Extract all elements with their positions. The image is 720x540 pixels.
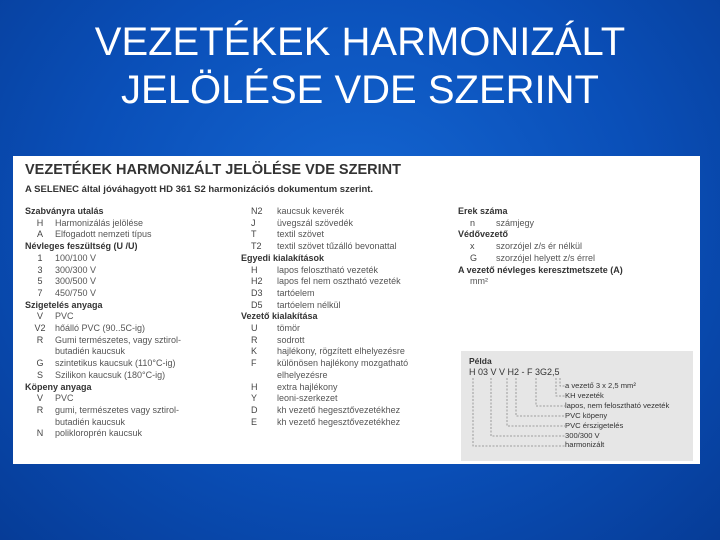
- legend-item: KH vezeték: [565, 390, 604, 400]
- list-item: T2 textil szövet tűzálló bevonattal: [251, 241, 397, 252]
- list-item: 3 300/300 V: [37, 264, 97, 275]
- connector-line: [556, 378, 565, 396]
- example-box: [461, 351, 693, 461]
- section-heading: Védővezető: [458, 229, 509, 240]
- list-item: 1 100/100 V: [37, 252, 97, 263]
- list-item: F különösen hajlékony mozgatható: [251, 358, 409, 369]
- legend-item: a vezető 3 x 2,5 mm²: [565, 381, 636, 390]
- list-item: J üvegszál szövedék: [251, 217, 354, 228]
- list-item: N2 kaucsuk keverék: [251, 206, 345, 216]
- list-item-continuation: butadién kaucsuk: [55, 416, 126, 427]
- list-item: E kh vezető hegesztővezetékhez: [251, 416, 401, 427]
- unit-text: mm²: [470, 276, 488, 287]
- list-item: U tömör: [251, 323, 301, 334]
- document-subtitle: A SELENEC által jóváhagyott HD 361 S2 harmonizációs dokumentum szerint.: [25, 184, 374, 195]
- column-middle: [241, 206, 461, 428]
- list-item: 7 450/750 V: [37, 287, 97, 298]
- list-item: D5 tartóelem nélkül: [251, 299, 341, 310]
- document-title: VEZETÉKEK HARMONIZÁLT JELÖLÉSE VDE SZERINT: [25, 162, 401, 178]
- list-item: R gumi, természetes vagy sztirol-: [36, 404, 180, 415]
- section-heading: Erek száma: [458, 206, 508, 216]
- list-item: H2 lapos fel nem osztható vezeték: [251, 276, 401, 287]
- legend-item: PVC köpeny: [565, 410, 608, 420]
- list-item: H Harmonizálás jelölése: [36, 217, 144, 228]
- list-item: R sodrott: [251, 334, 305, 345]
- list-item-continuation: butadién kaucsuk: [55, 346, 126, 357]
- list-item: Y leoni-szerkezet: [251, 393, 338, 404]
- section-heading: Szabványra utalás: [25, 206, 104, 216]
- list-item: G szintetikus kaucsuk (110°C-ig): [36, 358, 176, 369]
- list-item: T textil szövet: [251, 229, 325, 240]
- list-item: R Gumi természetes, vagy sztirol-: [36, 334, 182, 345]
- list-item: x szorzójel z/s ér nélkül: [470, 241, 583, 252]
- list-item: D kh vezető hegesztővezetékhez: [251, 404, 401, 415]
- section-heading: Vezető kialakítása: [241, 311, 318, 322]
- list-item: D3 tartóelem: [251, 287, 315, 298]
- list-item: n számjegy: [470, 217, 535, 228]
- connector-line: [516, 378, 565, 416]
- legend-item: harmonizált: [565, 440, 605, 450]
- document-image: [13, 156, 700, 464]
- section-heading: Névleges feszültség (U /U): [25, 241, 138, 252]
- legend-item: 300/300 V: [565, 430, 600, 440]
- list-item: A Elfogadott nemzeti típus: [36, 229, 152, 240]
- list-item: H lapos felosztható vezeték: [251, 264, 379, 275]
- connector-line: [536, 378, 565, 406]
- section-heading: Szigetelés anyaga: [25, 299, 103, 310]
- legend-item: lapos, nem felosztható vezeték: [565, 400, 670, 410]
- slide-title-line-1: VEZETÉKEK HARMONIZÁLT: [94, 20, 626, 64]
- example-legend: [565, 381, 669, 450]
- list-item: K hajlékony, rögzített elhelyezésre: [251, 346, 405, 357]
- section-heading: Köpeny anyaga: [25, 381, 92, 392]
- legend-item: PVC érszigetelés: [565, 420, 624, 430]
- example-label: Példa: [469, 356, 492, 366]
- list-item: V PVC: [36, 393, 74, 404]
- slide-title: [0, 18, 720, 114]
- section-heading: A vezető névleges keresztmetszete (A): [458, 264, 623, 275]
- column-right: [458, 206, 693, 288]
- list-item: V2 hőálló PVC (90..5C-ig): [34, 323, 146, 334]
- example-code: H 03 V V H2 - F 3G2,5: [469, 367, 560, 377]
- list-item: H extra hajlékony: [251, 381, 338, 392]
- column-left: [25, 206, 245, 440]
- section-heading: Egyedi kialakítások: [241, 252, 325, 263]
- connector-line: [491, 378, 565, 436]
- list-item: V PVC: [36, 311, 74, 322]
- list-item-continuation: elhelyezésre: [277, 369, 328, 380]
- slide-title-line-2: JELÖLÉSE VDE SZERINT: [121, 68, 599, 112]
- list-item: S Szilikon kaucsuk (180°C-ig): [36, 369, 166, 380]
- list-item: G szorzójel helyett z/s érrel: [470, 252, 596, 263]
- list-item: N polikloroprén kaucsuk: [36, 428, 143, 439]
- list-item: 5 300/500 V: [37, 276, 97, 287]
